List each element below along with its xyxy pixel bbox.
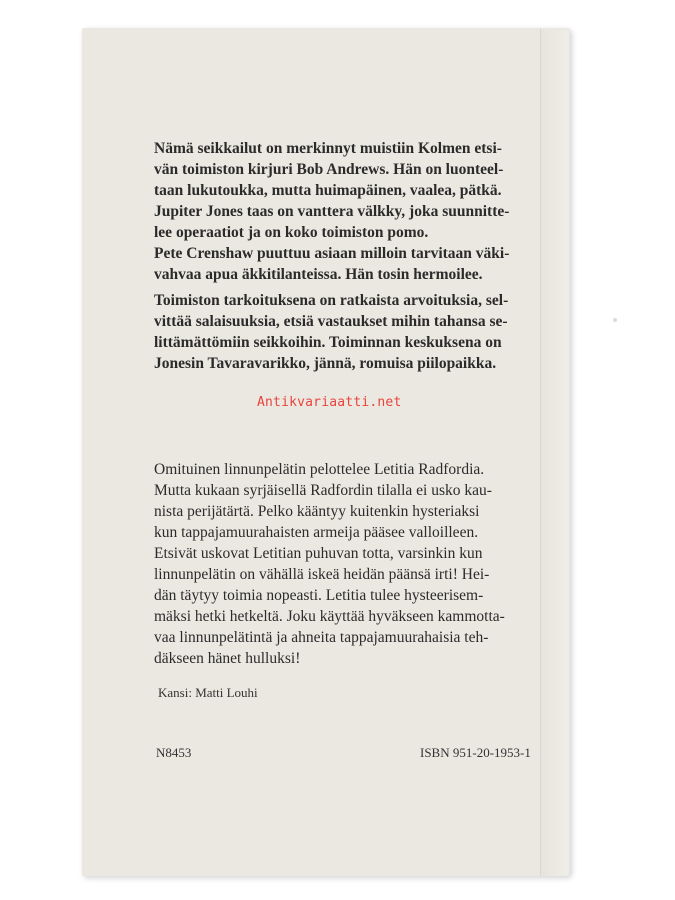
- text-line: däkseen hänet hulluksi!: [154, 650, 301, 667]
- text-line: Omituinen linnunpelätin pelottelee Letitia Radfordia.: [154, 461, 485, 478]
- product-code: N8453: [156, 745, 192, 760]
- agency-purpose-paragraph: [154, 290, 564, 374]
- blurb-paragraph: [154, 459, 574, 669]
- text-line: mäksi hetki hetkeltä. Joku käyttää hyväkseen kammotta-: [154, 608, 505, 625]
- text-line: Nämä seikkailut on merkinnyt muistiin Kolmen etsi-: [154, 140, 502, 157]
- cover-artist-credit: Kansi: Matti Louhi: [158, 685, 258, 700]
- text-line: dän täytyy toimia nopeasti. Letitia tulee hysteerisem-: [154, 587, 484, 604]
- text-line: lee operaatiot ja on koko toimiston pomo.: [154, 224, 429, 241]
- text-line: vittää salaisuuksia, etsiä vastaukset mihin tahansa se-: [154, 313, 508, 330]
- text-line: Toimiston tarkoituksena on ratkaista arvoituksia, sel-: [154, 292, 509, 309]
- watermark-text: Antikvariaatti.net: [257, 395, 402, 410]
- series-intro-paragraph: [154, 138, 564, 285]
- text-line: linnunpelätin on vähällä iskeä heidän päänsä irti! Hei-: [154, 566, 490, 583]
- cover-spot: [613, 318, 617, 322]
- text-line: Jonesin Tavaravarikko, jännä, romuisa piilopaikka.: [154, 355, 497, 372]
- text-line: nista perijätärtä. Pelko kääntyy kuitenkin hysteriaksi: [154, 503, 480, 520]
- text-line: vahvaa apua äkkitilanteissa. Hän tosin hermoilee.: [154, 266, 483, 283]
- isbn-number: ISBN 951-20-1953-1: [420, 745, 531, 760]
- text-line: littämättömiin seikkoihin. Toiminnan keskuksena on: [154, 334, 502, 351]
- text-line: Etsivät uskovat Letitian puhuvan totta, varsinkin kun: [154, 545, 483, 562]
- text-line: Pete Crenshaw puuttuu asiaan milloin tarvitaan väki-: [154, 245, 510, 262]
- text-line: vän toimiston kirjuri Bob Andrews. Hän on luonteel-: [154, 161, 504, 178]
- text-line: taan lukutoukka, mutta huimapäinen, vaalea, pätkä.: [154, 182, 502, 199]
- text-line: Jupiter Jones taas on vanttera välkky, joka suunnitte-: [154, 203, 510, 220]
- text-line: Mutta kukaan syrjäisellä Radfordin tilalla ei usko kau-: [154, 482, 492, 499]
- text-line: vaa linnunpelätintä ja ahneita tappajamuurahaisia teh-: [154, 629, 489, 646]
- text-line: kun tappajamuurahaisten armeija pääsee valloilleen.: [154, 524, 479, 541]
